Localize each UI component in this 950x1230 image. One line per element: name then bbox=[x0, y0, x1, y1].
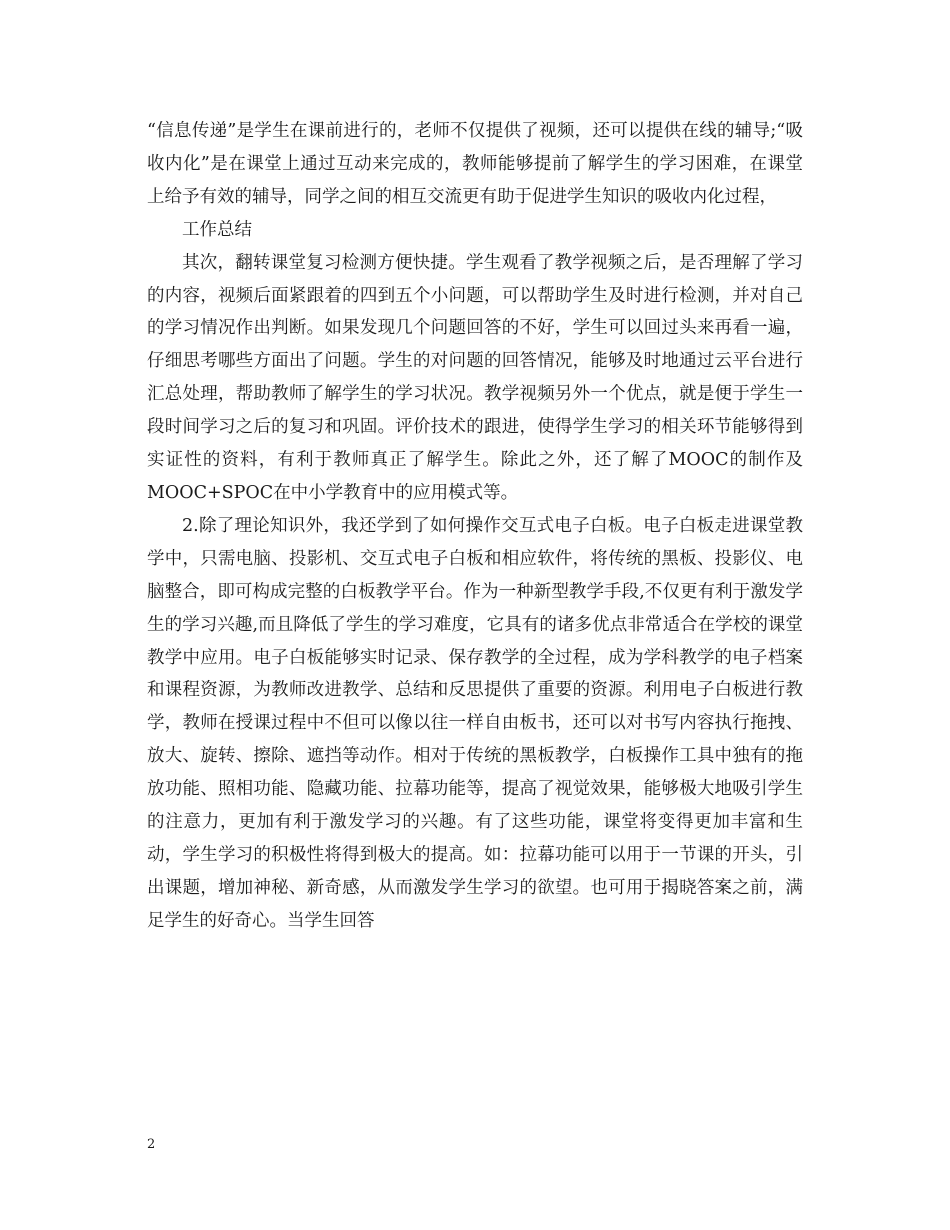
page-number: 2 bbox=[147, 1137, 156, 1152]
paragraph-whiteboard: 2.除了理论知识外，我还学到了如何操作交互式电子白板。电子白板走进课堂教学中，只需电脑、投影机、交互式电子白板和相应软件，将传统的黑板、投影仪、电脑整合，即可构成完整的白板教学平台。作为一种新型教学手段,不仅更有利于激发学生的学习兴趣,而且降低了学生的学习难度，它具有的诸多优点非常适合在学校的课堂教学中应用。电子白板能够实时记录、保存教学的全过程，成为学科教学的电子档案和课程资源，为教师改进教学、总结和反思提供了重要的资源。利用电子白板进行教学，教师在授课过程中不但可以像以往一样自由板书，还可以对书写内容执行拖拽、放大、旋转、擦除、遮挡等动作。相对于传统的黑板教学，白板操作工具中独有的拖放功能、照相功能、隐藏功能、拉幕功能等，提高了视觉效果，能够极大地吸引学生的注意力，更加有利于激发学习的兴趣。有了这些功能，课堂将变得更加丰富和生动，学生学习的积极性将得到极大的提高。如：拉幕功能可以用于一节课的开头，引出课题，增加神秘、新奇感，从而激发学生学习的欲望。也可用于揭晓答案之前，满足学生的好奇心。当学生回答 bbox=[147, 515, 803, 931]
body-text bbox=[147, 115, 803, 938]
paragraph-intro: “信息传递”是学生在课前进行的，老师不仅提供了视频，还可以提供在线的辅导;“吸收内化”是在课堂上通过互动来完成的，教师能够提前了解学生的学习困难，在课堂上给予有效的辅导，同学之间的相互交流更有助于促进学生知识的吸收内化过程， bbox=[147, 121, 803, 207]
paragraph-review: 其次，翻转课堂复习检测方便快捷。学生观看了教学视频之后，是否理解了学习的内容，视频后面紧跟着的四到五个小问题，可以帮助学生及时进行检测，并对自己的学习情况作出判断。如果发现几个问题回答的不好，学生可以回过头来再看一遍，仔细思考哪些方面出了问题。学生的对问题的回答情况，能够及时地通过云平台进行汇总处理，帮助教师了解学生的学习状况。教学视频另外一个优点，就是便于学生一段时间学习之后的复习和巩固。评价技术的跟进，使得学生学习的相关环节能够得到实证性的资料，有利于教师真正了解学生。除此之外，还了解了MOOC的制作及MOOC+SPOC在中小学教育中的应用模式等。 bbox=[147, 252, 803, 503]
section-heading: 工作总结 bbox=[182, 219, 252, 240]
